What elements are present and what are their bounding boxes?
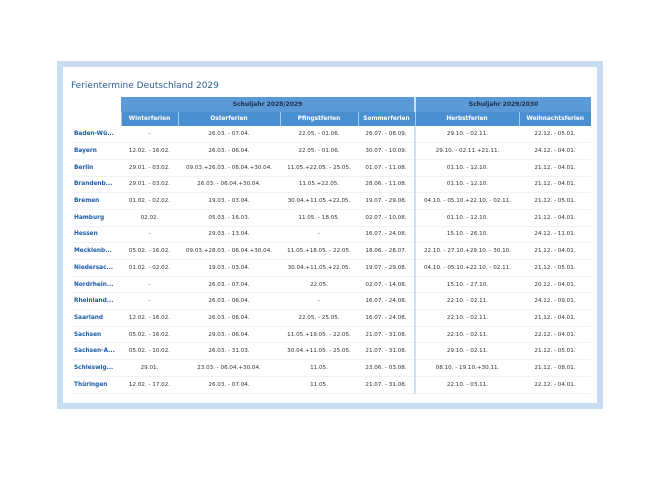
table-row xyxy=(71,226,591,243)
date-cell: 22.10. - 27.10.+29.10. - 30.10. xyxy=(415,243,519,260)
date-cell: 26.03. - 31.03. xyxy=(178,343,280,360)
date-cell: - xyxy=(280,293,358,310)
date-cell: 26.03. - 07.04. xyxy=(178,276,280,293)
group-header-2028-2029: Schuljahr 2028/2029 xyxy=(121,97,415,112)
date-cell: 29.01. xyxy=(121,360,178,377)
date-cell: 29.01. - 03.02. xyxy=(121,159,178,176)
state-link[interactable]: Sachsen-A... xyxy=(71,343,121,360)
date-cell: 21.12. - 05.01. xyxy=(519,260,591,277)
date-cell: 21.07. - 31.08. xyxy=(358,326,415,343)
date-cell: 21.12. - 05.01. xyxy=(519,343,591,360)
date-cell: 30.04.+11.05.+22.05. xyxy=(280,193,358,210)
date-cell: - xyxy=(280,226,358,243)
state-link[interactable]: Mecklenb... xyxy=(71,243,121,260)
date-cell: 05.02. - 16.02. xyxy=(121,243,178,260)
date-cell: 12.02. - 16.02. xyxy=(121,310,178,327)
column-header[interactable]: Sommerferien xyxy=(358,112,415,126)
state-link[interactable]: Bremen xyxy=(71,193,121,210)
column-header[interactable]: Osterferien xyxy=(178,112,280,126)
date-cell: 12.02. - 16.02. xyxy=(121,143,178,160)
date-cell: 16.07. - 24.08. xyxy=(358,226,415,243)
state-link[interactable]: Hamburg xyxy=(71,209,121,226)
table-row xyxy=(71,360,591,377)
state-link[interactable]: Baden-Wü... xyxy=(71,126,121,143)
date-cell: 15.10. - 27.10. xyxy=(415,276,519,293)
date-cell: 01.10. - 12.10. xyxy=(415,176,519,193)
date-cell: 18.06. - 28.07. xyxy=(358,243,415,260)
date-cell: 26.03. - 06.04.+30.04. xyxy=(178,176,280,193)
date-cell: 16.07. - 24.08. xyxy=(358,310,415,327)
date-cell: 15.10. - 26.10. xyxy=(415,226,519,243)
date-cell: 29.10. - 02.11. xyxy=(415,126,519,143)
date-cell: 02.02. xyxy=(121,209,178,226)
state-link[interactable]: Sachsen xyxy=(71,326,121,343)
table-row xyxy=(71,243,591,260)
column-header[interactable]: Herbstferien xyxy=(415,112,519,126)
date-cell: 30.04.+11.05. - 25.05. xyxy=(280,343,358,360)
date-cell: 21.12. - 04.01. xyxy=(519,243,591,260)
date-cell: 04.10. - 05.10.+22.10. - 02.11. xyxy=(415,193,519,210)
date-cell: 22.12. - 05.01. xyxy=(519,126,591,143)
page-title: Ferientermine Deutschland 2029 xyxy=(71,81,219,91)
date-cell: 16.07. - 24.08. xyxy=(358,293,415,310)
date-cell: 21.12. - 04.01. xyxy=(519,310,591,327)
state-link[interactable]: Brandenb... xyxy=(71,176,121,193)
date-cell: 24.12. - 09.01. xyxy=(519,293,591,310)
column-header[interactable]: Weihnachtsferien xyxy=(519,112,591,126)
state-link[interactable]: Hessen xyxy=(71,226,121,243)
date-cell: 20.12. - 04.01. xyxy=(519,276,591,293)
date-cell: 01.02. - 02.02. xyxy=(121,193,178,210)
table-row xyxy=(71,376,591,393)
date-cell: 02.07. - 14.08. xyxy=(358,276,415,293)
date-cell: 22.05. xyxy=(280,276,358,293)
date-cell: 24.12. - 11.01. xyxy=(519,226,591,243)
date-cell: 19.03. - 03.04. xyxy=(178,193,280,210)
date-cell: 28.06. - 11.08. xyxy=(358,176,415,193)
date-cell: 12.02. - 17.02. xyxy=(121,376,178,393)
date-cell: 22.05. - 25.05. xyxy=(280,310,358,327)
table-row xyxy=(71,260,591,277)
date-cell: 26.03. - 07.04. xyxy=(178,376,280,393)
table-row xyxy=(71,176,591,193)
date-cell: 22.10. - 02.11. xyxy=(415,326,519,343)
date-cell: 04.10. - 05.10.+22.10. - 02.11. xyxy=(415,260,519,277)
date-cell: 22.10. - 02.11. xyxy=(415,293,519,310)
column-header-row xyxy=(71,112,591,126)
date-cell: 11.05. - 18.05. xyxy=(280,209,358,226)
state-link[interactable]: Schleswig... xyxy=(71,360,121,377)
date-cell: - xyxy=(121,293,178,310)
table-row xyxy=(71,126,591,143)
date-cell: 22.12. - 04.01. xyxy=(519,326,591,343)
date-cell: 22.05. - 01.06. xyxy=(280,126,358,143)
date-cell: 08.10. - 19.10.+30.11. xyxy=(415,360,519,377)
date-cell: 21.07. - 31.08. xyxy=(358,343,415,360)
date-cell: 01.02. - 02.02. xyxy=(121,260,178,277)
date-cell: 26.03. - 06.04. xyxy=(178,293,280,310)
date-cell: 11.05.+19.05. - 22.05. xyxy=(280,326,358,343)
date-cell: 22.10. - 03.11. xyxy=(415,376,519,393)
state-link[interactable]: Bayern xyxy=(71,143,121,160)
table-row xyxy=(71,310,591,327)
date-cell: 26.07. - 08.09. xyxy=(358,126,415,143)
date-cell: 21.12. - 04.01. xyxy=(519,176,591,193)
state-link[interactable]: Rheinland... xyxy=(71,293,121,310)
table-row xyxy=(71,159,591,176)
table-row xyxy=(71,193,591,210)
date-cell: 21.12. - 04.01. xyxy=(519,209,591,226)
group-header-2029-2030: Schuljahr 2029/2030 xyxy=(415,97,591,112)
date-cell: - xyxy=(121,126,178,143)
table-row xyxy=(71,143,591,160)
date-cell: 09.03.+26.03. - 06.04.+30.04. xyxy=(178,159,280,176)
date-cell: 05.02. - 10.02. xyxy=(121,343,178,360)
state-link[interactable]: Thüringen xyxy=(71,376,121,393)
date-cell: 11.05. xyxy=(280,360,358,377)
date-cell: 19.07. - 29.08. xyxy=(358,193,415,210)
table-row xyxy=(71,276,591,293)
date-cell: 26.03. - 06.04. xyxy=(178,143,280,160)
group-header-row xyxy=(71,97,591,112)
date-cell: 11.05. xyxy=(280,376,358,393)
date-cell: 21.12. - 08.01. xyxy=(519,360,591,377)
date-cell: 05.03. - 16.03. xyxy=(178,209,280,226)
state-link[interactable]: Nordrhein... xyxy=(71,276,121,293)
date-cell: 29.10. - 02.11.+21.11. xyxy=(415,143,519,160)
date-cell: 29.01. - 03.02. xyxy=(121,176,178,193)
date-cell: 21.07. - 31.08. xyxy=(358,376,415,393)
date-cell: 23.03. - 06.04.+30.04. xyxy=(178,360,280,377)
date-cell: 01.10. - 12.10. xyxy=(415,209,519,226)
date-cell: 01.07. - 11.08. xyxy=(358,159,415,176)
date-cell: 01.10. - 12.10. xyxy=(415,159,519,176)
column-header[interactable]: Pfingstferien xyxy=(280,112,358,126)
date-cell: 11.05.+22.05. - 25.05. xyxy=(280,159,358,176)
state-link[interactable]: Niedersac... xyxy=(71,260,121,277)
date-cell: 21.12. - 04.01. xyxy=(519,159,591,176)
date-cell: 30.04.+11.05.+22.05. xyxy=(280,260,358,277)
holiday-card-inner xyxy=(63,67,597,403)
table-row xyxy=(71,209,591,226)
date-cell: 30.07. - 10.09. xyxy=(358,143,415,160)
date-cell: 29.03. - 13.04. xyxy=(178,226,280,243)
date-cell: 11.05.+22.05. xyxy=(280,176,358,193)
date-cell: 22.05. - 01.06. xyxy=(280,143,358,160)
date-cell: 26.03. - 07.04. xyxy=(178,126,280,143)
date-cell: 24.12. - 04.01. xyxy=(519,143,591,160)
table-row xyxy=(71,326,591,343)
state-link[interactable]: Saarland xyxy=(71,310,121,327)
date-cell: - xyxy=(121,226,178,243)
date-cell: 11.05.+18.05. - 22.05. xyxy=(280,243,358,260)
date-cell: 19.07. - 29.08. xyxy=(358,260,415,277)
date-cell: 23.06. - 03.08. xyxy=(358,360,415,377)
date-cell: 26.03. - 06.04. xyxy=(178,310,280,327)
date-cell: 02.07. - 10.08. xyxy=(358,209,415,226)
date-cell: 29.03. - 06.04. xyxy=(178,326,280,343)
date-cell: 05.02. - 16.02. xyxy=(121,326,178,343)
column-header[interactable]: Winterferien xyxy=(121,112,178,126)
date-cell: 21.12. - 05.01. xyxy=(519,193,591,210)
holiday-table-body xyxy=(71,126,591,393)
holiday-card xyxy=(57,61,603,409)
table-row xyxy=(71,343,591,360)
date-cell: 19.03. - 03.04. xyxy=(178,260,280,277)
table-row xyxy=(71,293,591,310)
holiday-table xyxy=(71,97,591,394)
state-link[interactable]: Berlin xyxy=(71,159,121,176)
date-cell: - xyxy=(121,276,178,293)
date-cell: 22.12. - 04.01. xyxy=(519,376,591,393)
date-cell: 22.10. - 02.11. xyxy=(415,310,519,327)
date-cell: 29.10. - 02.11. xyxy=(415,343,519,360)
date-cell: 09.03.+28.03. - 06.04.+30.04. xyxy=(178,243,280,260)
